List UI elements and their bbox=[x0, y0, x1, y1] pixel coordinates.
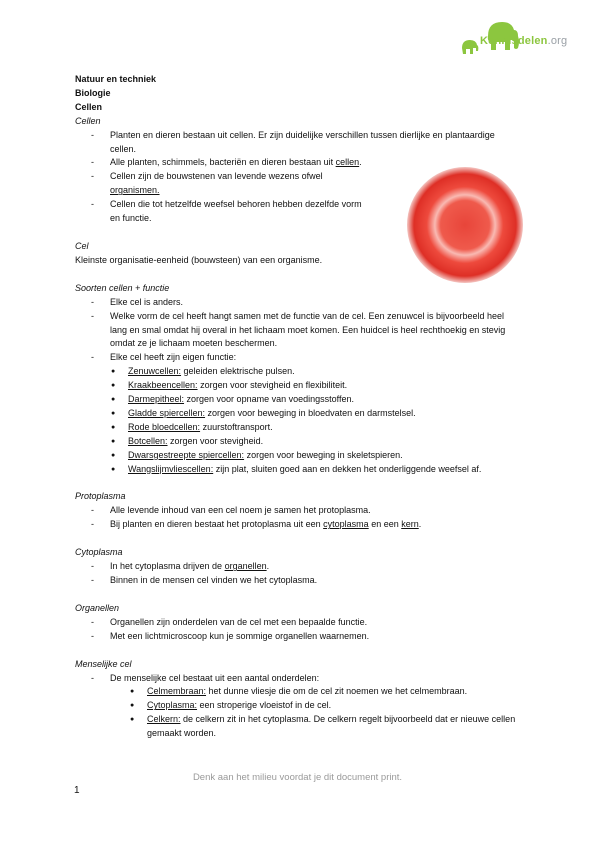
organismen-link[interactable]: organismen. bbox=[110, 185, 160, 196]
section-heading-organellen: Organellen bbox=[75, 602, 120, 613]
list-item: - Elke cel is anders. bbox=[75, 296, 520, 310]
cell-type-item: ● Darmepitheel: zorgen voor opname van voedingsstoffen. bbox=[75, 393, 520, 407]
field-title: Biologie bbox=[75, 87, 111, 98]
list-item: - Elke cel heeft zijn eigen functie: bbox=[75, 351, 520, 365]
protoplasma-list bbox=[75, 504, 520, 532]
list-item: - Bij planten en dieren bestaat het protoplasma uit een cytoplasma en een kern. bbox=[75, 518, 520, 532]
page-number: 1 bbox=[74, 785, 80, 796]
list-item: - De menselijke cel bestaat uit een aantal onderdelen: bbox=[75, 672, 520, 686]
cell-part-item: ● Celmembraan: het dunne vliesje die om de cel zit noemen we het celmembraan. bbox=[75, 685, 520, 699]
logo-text: Kennisdelen.org bbox=[480, 35, 568, 47]
list-item: - Organellen zijn onderdelen van de cel met een bepaalde functie. bbox=[75, 616, 520, 630]
subject-title: Natuur en techniek bbox=[75, 74, 157, 84]
list-item: - Binnen in de mensen cel vinden we het cytoplasma. bbox=[75, 574, 520, 588]
cell-type-item: ● Kraakbeencellen: zorgen voor stevigheid en flexibiliteit. bbox=[75, 379, 520, 393]
kennisdelen-logo[interactable] bbox=[458, 16, 578, 60]
cell-type-item: ● Gladde spiercellen: zorgen voor beweging in bloedvaten en darmstelsel. bbox=[75, 407, 520, 421]
section-heading-menselijke-cel: Menselijke cel bbox=[75, 658, 132, 669]
section-heading-cytoplasma: Cytoplasma bbox=[75, 547, 123, 558]
section-heading-cellen: Cellen bbox=[75, 115, 101, 126]
section-heading-cel: Cel bbox=[75, 240, 89, 251]
cytoplasma-list bbox=[75, 560, 520, 588]
list-item: - Met een lichtmicroscoop kun je sommige organellen waarnemen. bbox=[75, 630, 520, 644]
cellen-list bbox=[75, 129, 520, 226]
section-heading-protoplasma: Protoplasma bbox=[75, 491, 126, 502]
list-item: - Cellen zijn de bouwstenen van levende wezens ofwel organismen. bbox=[75, 170, 370, 198]
cell-parts-list bbox=[75, 685, 520, 741]
cell-type-item: ● Botcellen: zorgen voor stevigheid. bbox=[75, 435, 520, 449]
cell-type-item: ● Zenuwcellen: geleiden elektrische pulsen. bbox=[75, 365, 520, 379]
cell-part-item: ● Celkern: de celkern zit in het cytoplasma. De celkern regelt bijvoorbeeld dat er nieuwe cellen gemaakt worden. bbox=[75, 713, 520, 741]
organellen-list bbox=[75, 616, 520, 644]
soorten-list bbox=[75, 296, 520, 366]
cel-definition: Kleinste organisatie-eenheid (bouwsteen) van een organisme. bbox=[75, 254, 323, 265]
cellen-link[interactable]: cellen bbox=[335, 157, 360, 168]
list-item: - Alle planten, schimmels, bacteriën en dieren bestaan uit cellen. bbox=[75, 156, 370, 170]
document-body bbox=[75, 73, 520, 741]
list-item: - Cellen die tot hetzelfde weefsel behoren hebben dezelfde vorm en functie. bbox=[75, 198, 370, 226]
cell-part-item: ● Cytoplasma: een stroperige vloeistof in de cel. bbox=[75, 699, 520, 713]
menselijke-list bbox=[75, 672, 520, 686]
cell-type-item: ● Dwarsgestreepte spiercellen: zorgen voor beweging in skeletspieren. bbox=[75, 449, 520, 463]
list-item: - Alle levende inhoud van een cel noem je samen het protoplasma. bbox=[75, 504, 520, 518]
organellen-link[interactable]: organellen bbox=[224, 561, 267, 572]
section-heading-soorten: Soorten cellen + functie bbox=[75, 282, 170, 293]
footer-note: Denk aan het milieu voordat je dit document print. bbox=[192, 772, 403, 783]
list-item: - Welke vorm de cel heeft hangt samen met de functie van de cel. Een zenuwcel is bijvoorbeeld heel lang en smal omdat hij overal in het lichaam moet komen. Een huidcel is heel rechthoekig en stevig omdat ze je lichaam moeten beschermen. bbox=[75, 310, 520, 352]
cytoplasma-link[interactable]: cytoplasma bbox=[323, 519, 369, 530]
topic-title: Cellen bbox=[75, 101, 103, 112]
kern-link[interactable]: kern bbox=[401, 519, 419, 530]
list-item: - Planten en dieren bestaan uit cellen. Er zijn duidelijke verschillen tussen dierlijke en plantaardige cellen. bbox=[75, 129, 520, 157]
cell-type-item: ● Rode bloedcellen: zuurstoftransport. bbox=[75, 421, 520, 435]
cell-type-item: ● Wangslijmvliescellen: zijn plat, sluiten goed aan en dekken het onderliggende weefsel af. bbox=[75, 463, 520, 477]
cell-types-list bbox=[75, 365, 520, 476]
list-item: - In het cytoplasma drijven de organellen. bbox=[75, 560, 520, 574]
